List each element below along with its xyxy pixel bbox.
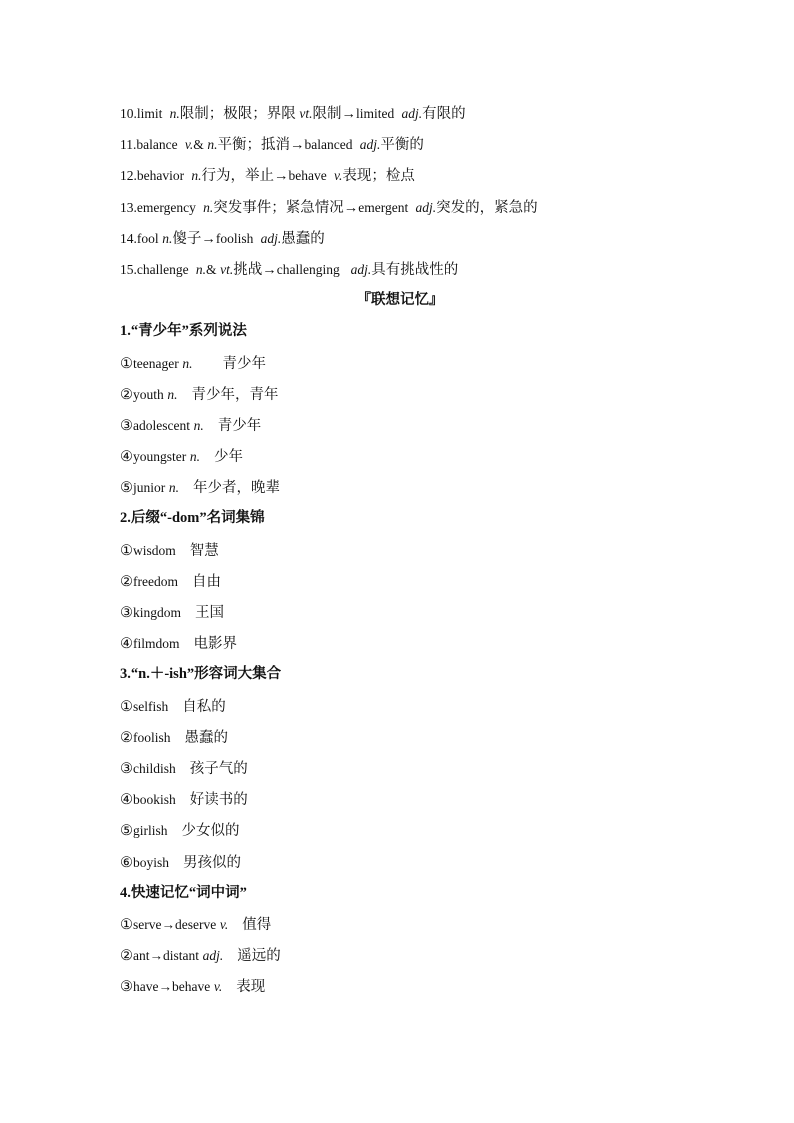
item-marker: ② (120, 948, 133, 965)
derived-word: foolish (215, 230, 254, 246)
item-marker: ① (120, 542, 133, 559)
item-marker: ① (120, 916, 133, 933)
part-of-speech: adj. (401, 106, 423, 121)
entry-number: 13. (120, 199, 137, 215)
list-item (120, 410, 680, 441)
item-marker: ⑤ (120, 480, 133, 497)
item-word: youngster (133, 449, 187, 465)
entry-number: 12. (120, 168, 137, 184)
item-word: wisdom (133, 542, 176, 558)
definition: 行为，举止→ (201, 168, 289, 185)
item-word: junior (133, 480, 166, 496)
part-of-speech: n. (182, 355, 193, 371)
item-meaning: 少年 (214, 449, 243, 466)
part-of-speech: n. (162, 230, 173, 246)
part-of-speech: adj. (359, 137, 381, 153)
definition: 挑战→ (233, 261, 277, 278)
definition: 有限的 (422, 106, 466, 122)
group-title: 快速记忆“词中词” (130, 884, 247, 901)
section-title: 『联想记忆』 (356, 292, 444, 309)
item-marker: ① (120, 355, 133, 372)
list-item (120, 971, 680, 1002)
item-meaning: 电影界 (193, 636, 237, 653)
list-item (120, 472, 680, 503)
vocab-entry-15 (120, 254, 680, 285)
item-marker: ③ (120, 760, 133, 777)
list-item (120, 597, 680, 628)
item-meaning: 自私的 (182, 698, 226, 715)
item-word: boyish (133, 854, 170, 870)
item-marker: ② (120, 729, 133, 746)
list-item (120, 535, 680, 566)
entry-number: 10. (120, 106, 137, 121)
part-of-speech: n. (195, 261, 206, 277)
group-heading-2 (120, 503, 680, 534)
item-word: freedom (133, 573, 178, 589)
entry-word: fool (136, 230, 159, 246)
definition: 突发事件；紧急情况→ (213, 199, 359, 216)
group-heading-3 (120, 659, 680, 690)
part-of-speech: n. (191, 168, 202, 184)
item-word: bookish (133, 792, 176, 808)
part-of-speech: n. (193, 417, 204, 433)
list-item (120, 441, 680, 472)
part-of-speech: vt. (299, 106, 313, 121)
item-marker: ④ (120, 449, 133, 466)
item-meaning: 好读书的 (189, 792, 248, 809)
part-of-speech: adj. (350, 261, 372, 277)
vocab-entry-10 (120, 98, 680, 129)
list-item (120, 909, 680, 940)
group-number: 4. (120, 884, 131, 901)
group-title: “n.＋-ish”形容词大集合 (130, 666, 282, 683)
item-marker: ⑤ (120, 823, 133, 840)
item-meaning: 青少年 (222, 355, 266, 372)
item-word: foolish (133, 729, 171, 745)
derived-word: behave (288, 168, 327, 184)
vocab-entry-11 (120, 129, 680, 160)
item-word: youth (133, 386, 164, 402)
entry-word: balance (136, 137, 178, 153)
item-meaning: 王国 (195, 605, 225, 621)
entry-number: 14. (120, 230, 137, 246)
item-meaning: 少女似的 (181, 823, 240, 840)
item-meaning: 遥远的 (237, 948, 281, 965)
list-item (120, 348, 680, 379)
derived-word: challenging (276, 261, 340, 277)
item-meaning: 青少年，青年 (191, 386, 279, 403)
item-marker: ④ (120, 636, 133, 653)
list-item (120, 722, 680, 753)
list-item (120, 815, 680, 846)
ampersand: & (205, 261, 217, 277)
part-of-speech: vt. (220, 261, 234, 277)
item-meaning: 年少者，晚辈 (193, 480, 280, 497)
item-word: filmdom (133, 636, 180, 652)
group-number: 1. (120, 323, 131, 340)
item-meaning: 孩子气的 (189, 760, 248, 777)
item-meaning: 表现 (236, 979, 266, 996)
item-word: teenager (133, 355, 179, 371)
definition: 平衡的 (380, 137, 424, 154)
part-of-speech: adj. (202, 948, 224, 964)
group-heading-4 (120, 878, 680, 909)
definition: 限制→ (312, 106, 357, 122)
group-title: “青少年”系列说法 (130, 323, 247, 340)
item-meaning: 愚蠢的 (184, 729, 229, 746)
vocab-entry-12 (120, 160, 680, 191)
entry-word: limit (136, 106, 163, 121)
item-marker: ① (120, 698, 133, 715)
definition: 傻子→ (172, 230, 216, 247)
definition: 具有挑战性的 (371, 261, 459, 278)
part-of-speech: n. (168, 480, 179, 496)
entry-word: challenge (136, 261, 189, 277)
item-marker: ⑥ (120, 854, 133, 871)
item-marker: ③ (120, 979, 133, 996)
item-marker: ④ (120, 792, 133, 809)
list-item (120, 566, 680, 597)
item-word: childish (133, 760, 176, 776)
list-item (120, 847, 680, 878)
item-marker: ② (120, 573, 133, 590)
page-content (120, 98, 680, 1002)
derived-word: emergent (358, 199, 409, 215)
ampersand: & (193, 137, 204, 153)
entry-word: emergency (136, 199, 196, 215)
list-item (120, 628, 680, 659)
item-word: have→behave (133, 979, 211, 995)
vocab-entry-14 (120, 223, 680, 254)
definition: 愚蠢的 (281, 230, 325, 247)
definition: 表现；检点 (342, 168, 415, 185)
item-meaning: 男孩似的 (183, 854, 242, 871)
part-of-speech: n. (189, 449, 200, 465)
list-item (120, 940, 680, 971)
item-meaning: 值得 (242, 916, 272, 933)
group-heading-1 (120, 316, 680, 347)
list-item (120, 691, 680, 722)
part-of-speech: v. (219, 916, 229, 932)
item-word: serve→deserve (133, 916, 217, 932)
list-item (120, 379, 680, 410)
definition: 突发的，紧急的 (436, 199, 538, 216)
part-of-speech: n. (203, 199, 214, 215)
item-word: kingdom (133, 605, 182, 620)
definition: 平衡；抵消→ (217, 137, 305, 154)
group-number: 3. (120, 666, 131, 683)
item-word: adolescent (133, 417, 190, 433)
item-marker: ③ (120, 605, 133, 621)
part-of-speech: n. (167, 386, 178, 402)
entry-word: behavior (136, 168, 185, 184)
part-of-speech: adj. (415, 199, 437, 215)
item-word: selfish (133, 698, 169, 714)
part-of-speech: adj. (260, 230, 282, 246)
definition: 限制；极限；界限 (179, 106, 296, 122)
part-of-speech: v. (184, 137, 194, 153)
item-meaning: 青少年 (217, 417, 262, 434)
part-of-speech: n. (169, 106, 180, 121)
derived-word: balanced (304, 137, 353, 153)
item-meaning: 智慧 (189, 542, 219, 559)
part-of-speech: v. (213, 979, 223, 995)
list-item (120, 753, 680, 784)
part-of-speech: v. (333, 168, 343, 184)
list-item (120, 784, 680, 815)
entry-number: 15. (120, 261, 137, 277)
item-marker: ② (120, 386, 133, 403)
group-title: 后缀“-dom”名词集锦 (130, 510, 265, 527)
part-of-speech: n. (207, 137, 218, 153)
item-marker: ③ (120, 417, 133, 434)
group-number: 2. (120, 510, 131, 527)
entry-number: 11. (120, 137, 137, 153)
derived-word: limited (356, 106, 395, 121)
item-word: girlish (133, 823, 168, 839)
item-meaning: 自由 (191, 573, 221, 590)
item-word: ant→distant (133, 948, 199, 964)
vocab-entry-13 (120, 192, 680, 223)
